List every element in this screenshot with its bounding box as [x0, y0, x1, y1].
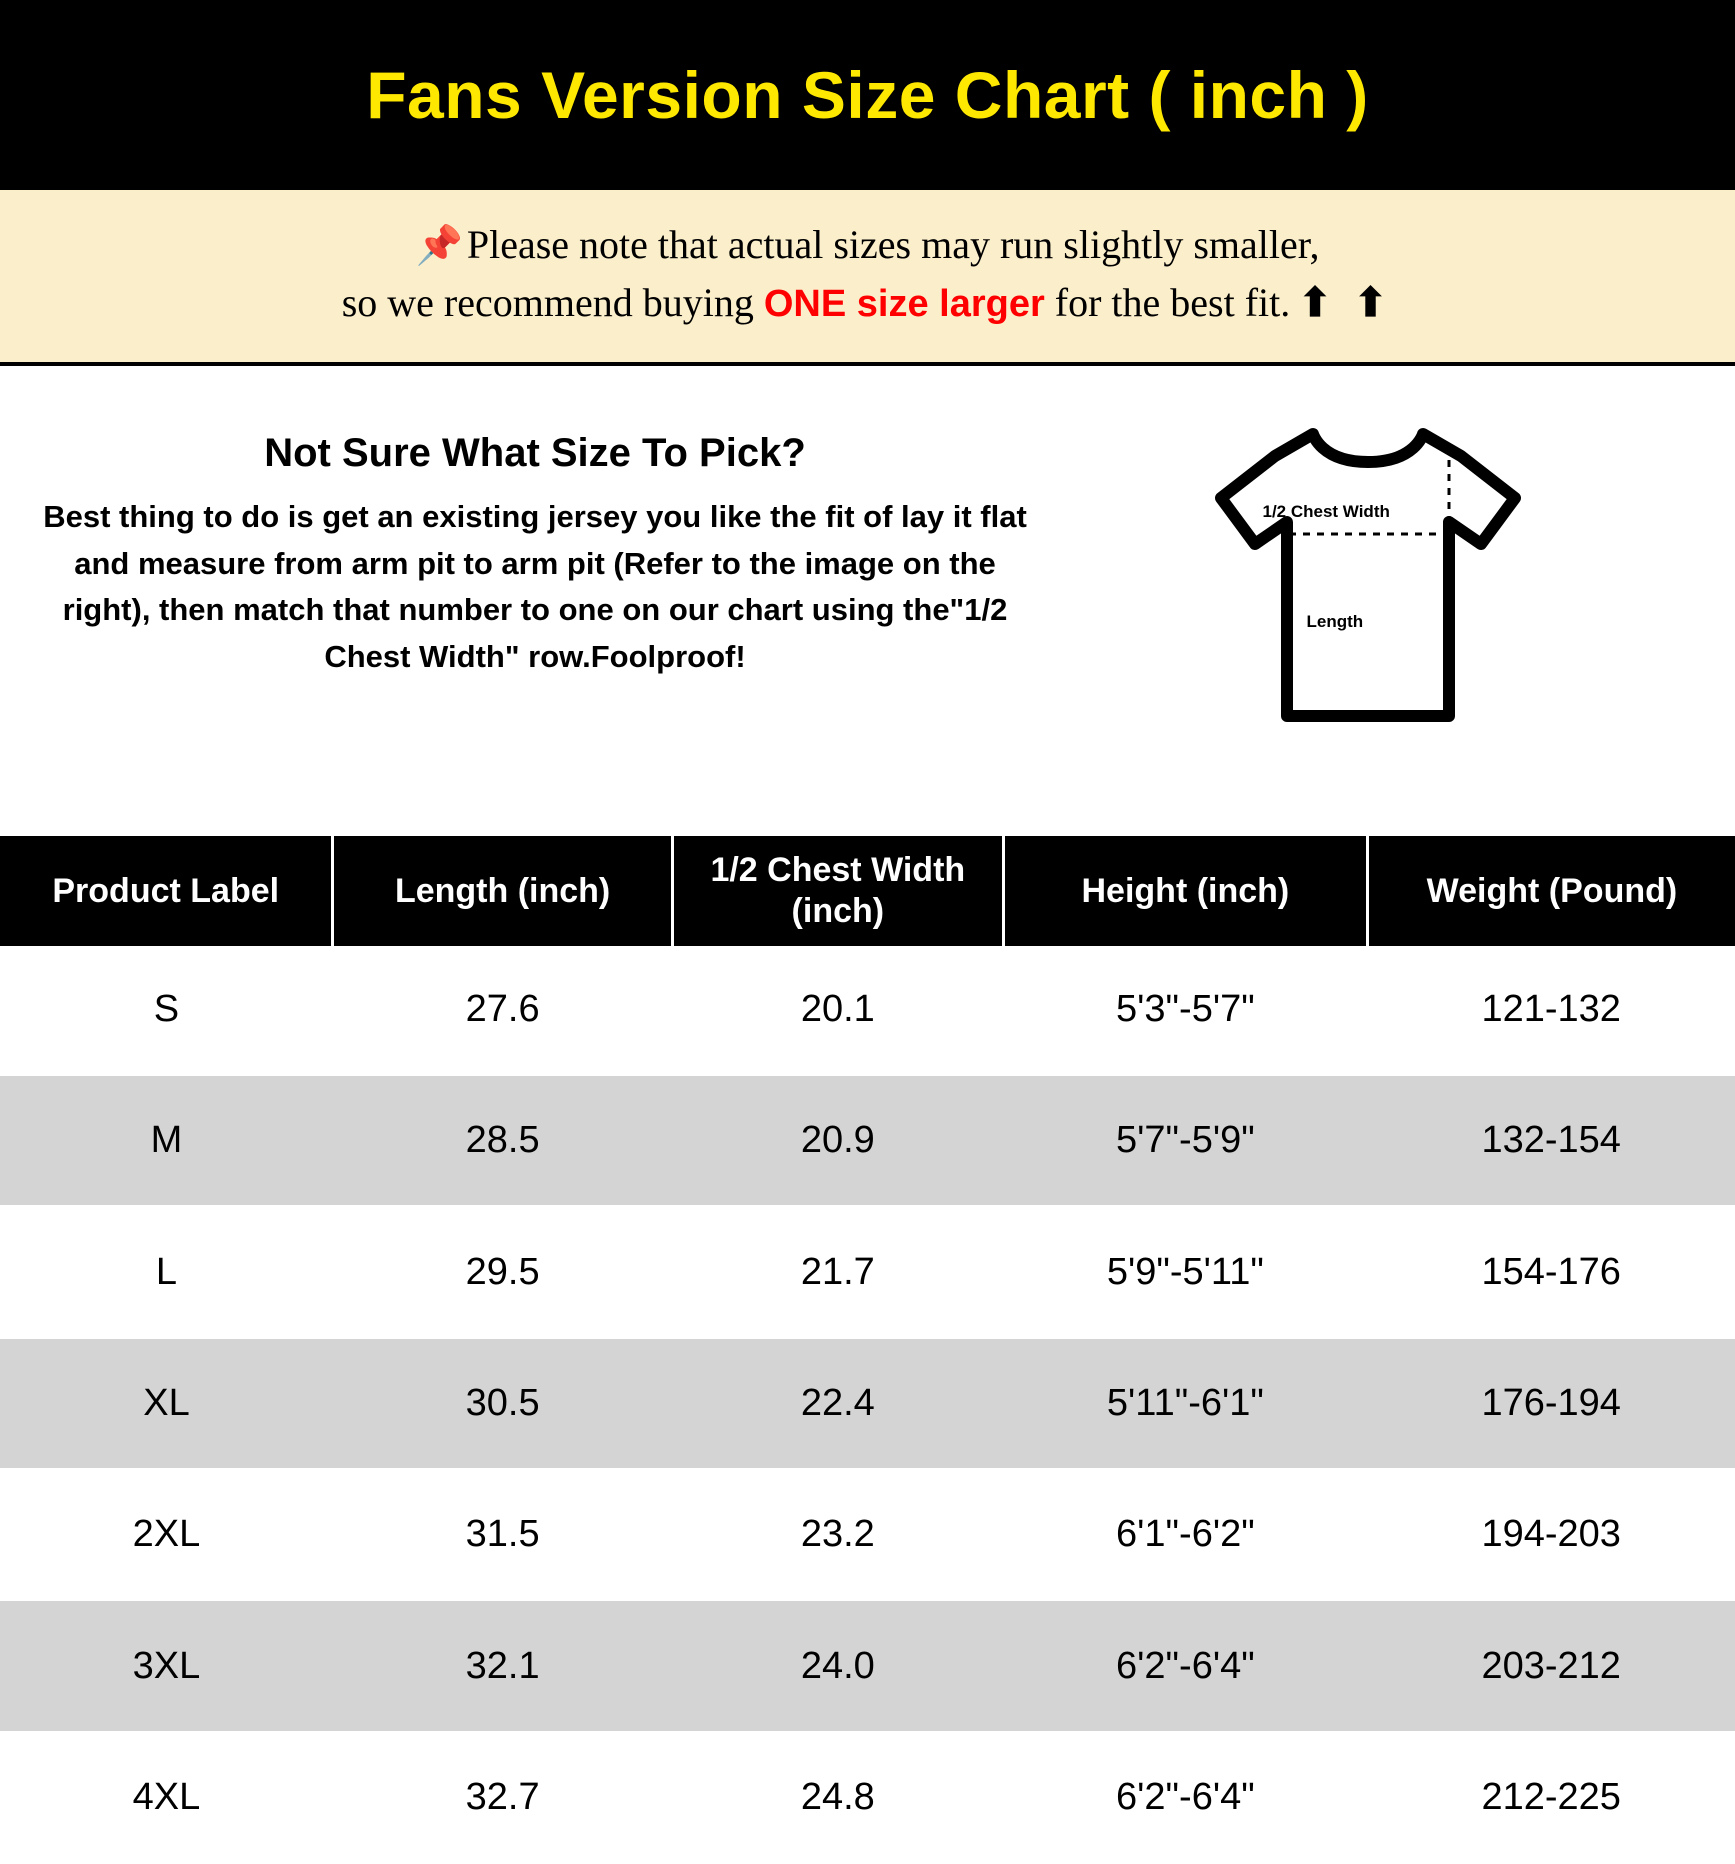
- cell-size: S: [0, 946, 333, 1075]
- cell-length: 28.5: [333, 1075, 672, 1206]
- table-row: [0, 1469, 1735, 1600]
- cell-size: 4XL: [0, 1732, 333, 1863]
- help-figure: [1030, 406, 1705, 746]
- column-header-half-chest-width: 1/2 Chest Width (inch): [672, 836, 1003, 946]
- cell-chest: 20.9: [672, 1075, 1003, 1206]
- cell-height: 6'2"-6'4": [1003, 1600, 1367, 1731]
- cell-length: 29.5: [333, 1206, 672, 1337]
- cell-weight: 203-212: [1367, 1600, 1735, 1731]
- cell-chest: 24.8: [672, 1732, 1003, 1863]
- table-row: [0, 1206, 1735, 1337]
- cell-chest: 20.1: [672, 946, 1003, 1075]
- cell-weight: 212-225: [1367, 1732, 1735, 1863]
- table-row: [0, 1075, 1735, 1206]
- page-title: Fans Version Size Chart ( inch ): [366, 58, 1369, 132]
- up-arrows-icon: ⬆ ⬆: [1298, 280, 1394, 326]
- cell-height: 6'2"-6'4": [1003, 1732, 1367, 1863]
- note-text-2-after: for the best fit.: [1044, 280, 1291, 326]
- column-header-product-label: Product Label: [0, 836, 333, 946]
- cell-height: 5'3"-5'7": [1003, 946, 1367, 1075]
- column-header-height: Height (inch): [1003, 836, 1367, 946]
- cell-length: 27.6: [333, 946, 672, 1075]
- help-heading: Not Sure What Size To Pick?: [264, 431, 806, 476]
- cell-height: 5'9"-5'11": [1003, 1206, 1367, 1337]
- column-header-length: Length (inch): [333, 836, 672, 946]
- cell-size: L: [0, 1206, 333, 1337]
- table-row: [0, 1338, 1735, 1469]
- help-section: [0, 366, 1735, 836]
- table-row: [0, 1600, 1735, 1731]
- figure-length-label: Length: [1306, 612, 1364, 632]
- help-text-block: [30, 406, 1030, 680]
- note-text-2-before: so we recommend buying: [341, 280, 764, 326]
- cell-chest: 24.0: [672, 1600, 1003, 1731]
- cell-weight: 121-132: [1367, 946, 1735, 1075]
- cell-weight: 154-176: [1367, 1206, 1735, 1337]
- cell-size: 2XL: [0, 1469, 333, 1600]
- figure-chest-label: 1/2 Chest Width: [1262, 502, 1390, 522]
- note-emphasis: ONE size larger: [763, 283, 1045, 326]
- cell-weight: 132-154: [1367, 1075, 1735, 1206]
- tshirt-diagram: [1203, 416, 1533, 746]
- table-row: [0, 946, 1735, 1075]
- cell-height: 6'1"-6'2": [1003, 1469, 1367, 1600]
- cell-size: XL: [0, 1338, 333, 1469]
- cell-length: 32.7: [333, 1732, 672, 1863]
- cell-weight: 176-194: [1367, 1338, 1735, 1469]
- cell-height: 5'7"-5'9": [1003, 1075, 1367, 1206]
- note-text-1: Please note that actual sizes may run slightly smaller,: [466, 222, 1320, 267]
- cell-length: 30.5: [333, 1338, 672, 1469]
- column-header-weight: Weight (Pound): [1367, 836, 1735, 946]
- note-line-1: [40, 216, 1695, 274]
- cell-size: 3XL: [0, 1600, 333, 1731]
- title-bar: [0, 0, 1735, 190]
- cell-chest: 23.2: [672, 1469, 1003, 1600]
- pushpin-icon: 📌: [415, 225, 463, 267]
- cell-weight: 194-203: [1367, 1469, 1735, 1600]
- cell-size: M: [0, 1075, 333, 1206]
- note-banner: [0, 190, 1735, 366]
- tshirt-icon: [1203, 416, 1533, 746]
- cell-chest: 21.7: [672, 1206, 1003, 1337]
- cell-length: 31.5: [333, 1469, 672, 1600]
- note-line-2: [40, 274, 1695, 332]
- table-row: [0, 1732, 1735, 1863]
- cell-height: 5'11"-6'1": [1003, 1338, 1367, 1469]
- cell-chest: 22.4: [672, 1338, 1003, 1469]
- table-header-row: [0, 836, 1735, 946]
- size-table: [0, 836, 1735, 1864]
- help-body: Best thing to do is get an existing jersey you like the fit of lay it flat and measure from arm pit to arm pit (Refer to the image on the right), then match that number to one on our chart using the"1/2 Chest Width" row.Foolproof!: [43, 499, 1027, 674]
- cell-length: 32.1: [333, 1600, 672, 1731]
